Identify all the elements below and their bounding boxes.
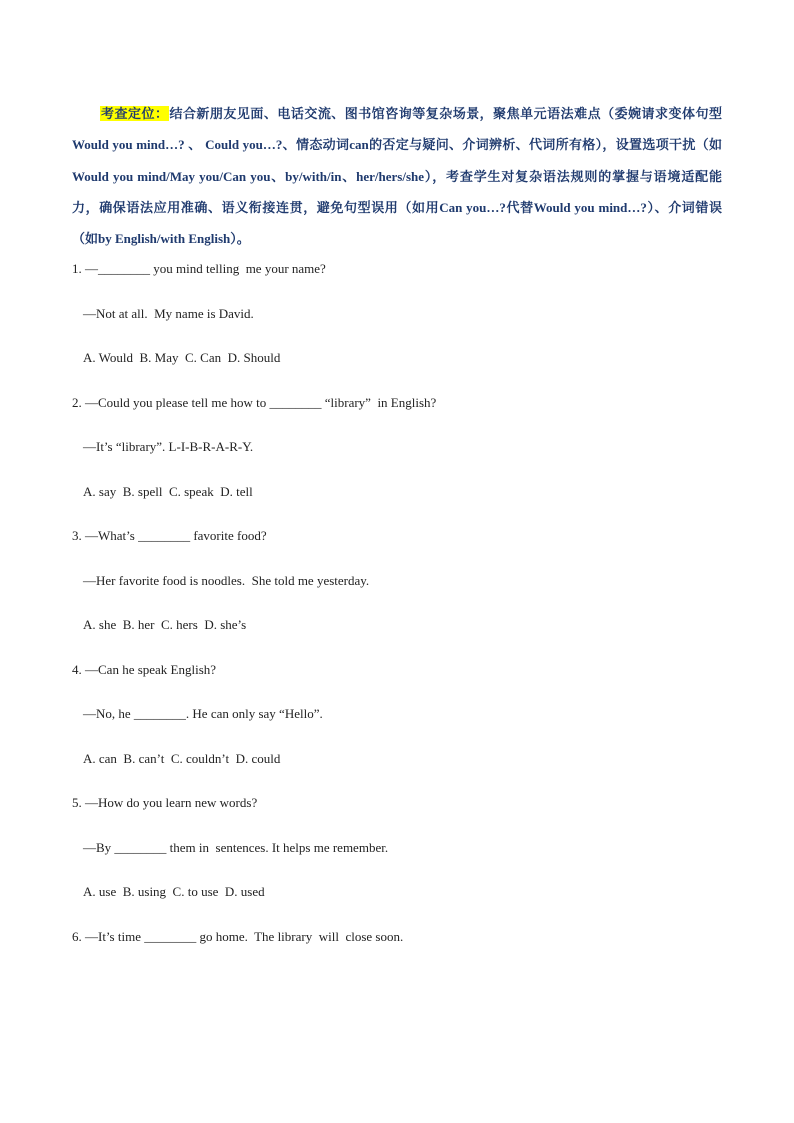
assessment-label: 考查定位：: [101, 106, 169, 121]
question-stem: 3. —What’s ________ favorite food?: [72, 528, 267, 544]
question-4: [72, 663, 722, 767]
question-options: A. Would B. May C. Can D. Should: [83, 350, 281, 366]
assessment-description: 结合新朋友见面、电话交流、图书馆咨询等复杂场景，聚焦单元语法难点（委婉请求变体句型 Would you mind…? 、 Could you…?、情态动词can的否定与疑问、介词辨析、代词所有格），设置选项干扰（如Would you mind/May you/Can you、by/with/in、her/hers/she），考查学生对复杂语法规则的掌握与语境适配能力，确保语法应用准确、语义衔接连贯，避免句型误用（如用Can you…?代替Would you mind…?）、介词错误（如by English/with English）。: [72, 106, 722, 247]
question-5: [72, 796, 722, 900]
question-response: —By ________ them in sentences. It helps me remember.: [83, 839, 389, 855]
question-stem: 5. —How do you learn new words?: [72, 795, 258, 811]
question-options: A. can B. can’t C. couldn’t D. could: [83, 750, 281, 766]
question-stem: 6. —It’s time ________ go home. The library will close soon.: [72, 928, 404, 944]
question-6: [72, 930, 722, 945]
question-response: —Not at all. My name is David.: [83, 305, 254, 321]
question-options: A. say B. spell C. speak D. tell: [83, 483, 253, 499]
question-response: —No, he ________. He can only say “Hello”.: [83, 706, 323, 722]
question-1: [72, 262, 722, 366]
question-stem: 4. —Can he speak English?: [72, 661, 217, 677]
question-options: A. she B. her C. hers D. she’s: [83, 617, 247, 633]
question-response: —Her favorite food is noodles. She told me yesterday.: [83, 572, 370, 588]
question-3: [72, 529, 722, 633]
question-2: [72, 396, 722, 500]
question-options: A. use B. using C. to use D. used: [83, 884, 265, 900]
question-stem: 2. —Could you please tell me how to ________ “library” in English?: [72, 394, 437, 410]
assessment-intro: [72, 98, 722, 254]
question-stem: 1. —________ you mind telling me your name?: [72, 261, 326, 277]
worksheet-page: [72, 98, 722, 974]
question-response: —It’s “library”. L-I-B-R-A-R-Y.: [83, 439, 254, 455]
